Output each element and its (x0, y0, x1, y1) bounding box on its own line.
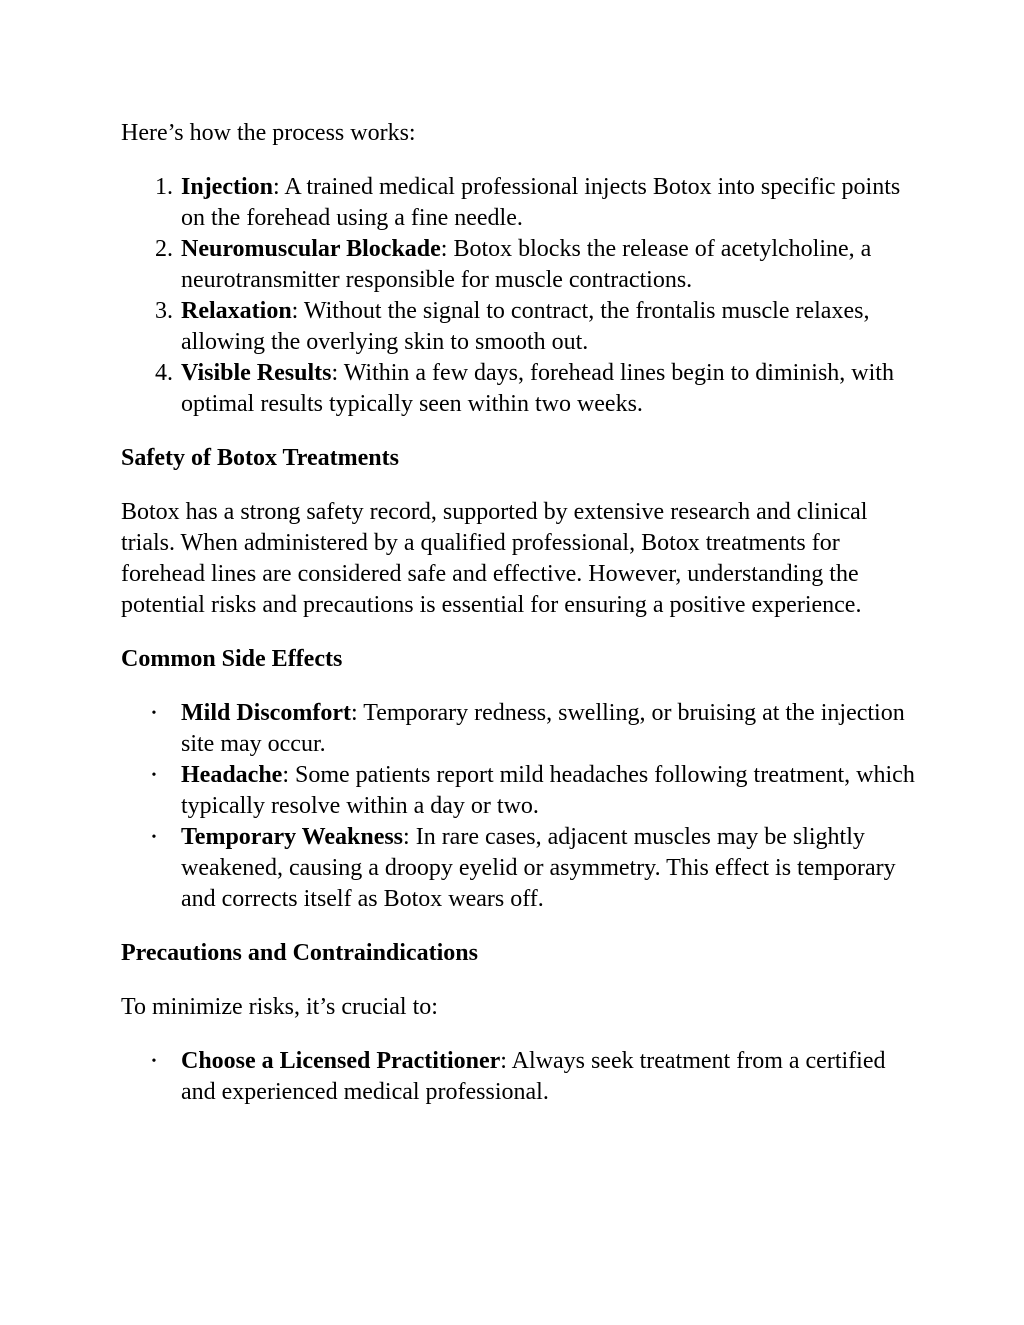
step-text: : A trained medical professional injects Botox into specific points on the forehead using a fine needle. (181, 174, 901, 231)
bullet-icon: • (151, 1054, 157, 1069)
process-step (121, 296, 921, 358)
safety-paragraph: Botox has a strong safety record, supported by extensive research and clinical trials. When administered by a qualified professional, Botox treatments for forehead lines are considered safe and effective. However, understanding the potential risks and precautions is essential for ensuring a positive experience. (121, 499, 868, 618)
side-effect-text: : Some patients report mild headaches following treatment, which typically resolve within a day or two. (181, 762, 915, 819)
side-effects-list (121, 698, 921, 915)
precautions-heading: Precautions and Contraindications (121, 940, 478, 966)
step-text: : Within a few days, forehead lines begin to diminish, with optimal results typically seen within two weeks. (181, 360, 894, 417)
side-effect-text: : In rare cases, adjacent muscles may be slightly weakened, causing a droopy eyelid or asymmetry. This effect is temporary and corrects itself as Botox wears off. (181, 824, 896, 912)
side-effect-term: Headache (181, 762, 283, 788)
step-text: : Botox blocks the release of acetylcholine, a neurotransmitter responsible for muscle contractions. (181, 236, 872, 293)
bullet-icon: • (151, 706, 157, 721)
step-term: Visible Results (181, 360, 332, 386)
precaution-item (121, 1046, 921, 1108)
step-term: Relaxation (181, 298, 292, 324)
step-number: 2. (155, 236, 173, 262)
side-effect-text: : Temporary redness, swelling, or bruising at the injection site may occur. (181, 700, 905, 757)
step-number: 4. (155, 360, 173, 386)
side-effect-item (121, 822, 921, 915)
bullet-icon: • (151, 830, 157, 845)
step-number: 3. (155, 298, 173, 324)
process-intro: Here’s how the process works: (121, 120, 416, 146)
side-effects-heading: Common Side Effects (121, 646, 343, 672)
bullet-icon: • (151, 768, 157, 783)
step-number: 1. (155, 174, 173, 200)
process-step (121, 358, 921, 420)
precaution-text: : Always seek treatment from a certified and experienced medical professional. (181, 1048, 886, 1105)
step-term: Injection (181, 174, 273, 200)
side-effect-item (121, 760, 921, 822)
side-effect-item (121, 698, 921, 760)
step-term: Neuromuscular Blockade (181, 236, 441, 262)
process-step (121, 172, 921, 234)
step-text: : Without the signal to contract, the frontalis muscle relaxes, allowing the overlying skin to smooth out. (181, 298, 870, 355)
process-step (121, 234, 921, 296)
side-effect-term: Temporary Weakness (181, 824, 404, 850)
precautions-intro: To minimize risks, it’s crucial to: (121, 994, 438, 1020)
safety-heading: Safety of Botox Treatments (121, 445, 399, 471)
precautions-list (121, 1046, 921, 1108)
side-effect-term: Mild Discomfort (181, 700, 351, 726)
precaution-term: Choose a Licensed Practitioner (181, 1048, 501, 1074)
process-steps-list (121, 172, 921, 420)
document-page (121, 118, 921, 1108)
